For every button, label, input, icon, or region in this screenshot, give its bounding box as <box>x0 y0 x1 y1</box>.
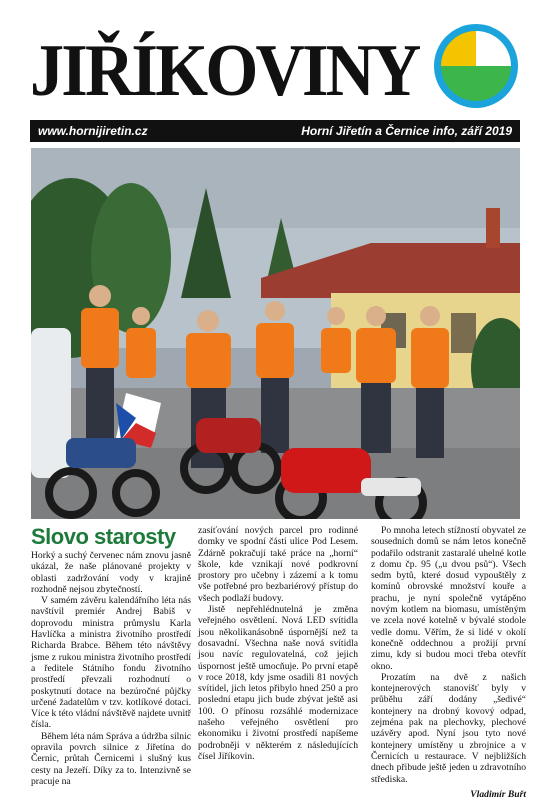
article-headline: Slovo starosty <box>31 524 176 549</box>
group-photo <box>31 148 520 519</box>
clock-pie-logo-icon <box>432 22 520 110</box>
group-photo-motorcycles-icon <box>31 148 520 519</box>
article-paragraph: Během léta nám Správa a údržba silnic opravila povrch silnice z Jiřetína do Černic, průtah Černicemi i slušný kus cesty na Jezeří. Díky za to. Intenzivně se pracuje na <box>31 730 191 787</box>
masthead <box>30 22 520 138</box>
article-column-2 <box>198 525 358 762</box>
website-link[interactable]: www.hornijiretin.cz <box>38 124 148 138</box>
article-paragraph: zasíťování nových parcel pro rodinné domky ve spodní části ulice Pod Lesem. Zdárně pokračují také práce na „horní“ škole, kde vznikají nové podkrovní prostory pro učebny i zázemí a k tomu vše potřebné pro bezbariérový přístup do všech podlaží budovy. <box>198 525 358 604</box>
newsletter-title: JIŘÍKOVINY <box>30 30 419 112</box>
masthead-info-bar <box>30 120 520 142</box>
article-paragraph: V samém závěru kalendářního léta nás navštívil premiér Andrej Babiš v doprovodu ministra průmyslu Karla Havlíčka a ministra životního prostředí Richarda Brabce. Během této návštěvy jsme z rukou ministra životního prostředí a ředitele Státního fondu životního prostředí převzali rozhodnutí o poskytnutí dotace na bezúročné půjčky určené žadatelům v tzv. kotlíkové dotaci. Více k této vládní návštěvě najdete uvnitř čísla. <box>31 595 191 731</box>
author-signature: Vladimír Buřt <box>470 788 526 800</box>
article-paragraph: Prozatím na dvě z našich kontejnerových stanovišť byly v průběhu září dodány „šedivé“ kontejnery na drobný kovový odpad, zejména pak na plechovky, plechové uzávěry apod. Nyní jsou tyto nové kontejnery umístěny u zbrojnice a v Černicích u restaurace. V nejbližších dnech přibude ještě jeden u zdravotního střediska. <box>371 671 526 785</box>
article-column-3 <box>371 525 526 800</box>
article-paragraph: Po mnoha letech stížností obyvatel ze sousedních domů se nám letos konečně podařilo odstranit zastaralé uhelné kotle z domu čp. 95 („u dvou psů“). Všech sedm bytů, které dosud vypouštěly z komínů obrovské množství kouře a prachu, je nyní společně vytápěno novým kotlem na biomasu, umístěným ve zcela nové kotelně v bývalé stodole vedle domu. Věřím, že si lidé v okolí konečně oddechnou a prožijí první zimu, kdy si budou moci třeba otevřít okno. <box>371 525 526 672</box>
article-column-1 <box>31 525 191 787</box>
article-paragraph: Jistě nepřehlédnutelná je změna veřejného osvětlení. Nová LED svítidla jsou několikanásobně úspornější než ta dosavadní. Všechna naše nová svítidla jsou navíc regulovatelná, což jejich úspornost ještě umocňuje. Po první etapě v roce 2018, kdy jsme osadili 81 nových svítidel, jich letos přibylo hned 250 a pro poslední etapu jich bude zbývat ještě asi 100. O přínosu rozsáhlé modernizace našeho veřejného osvětlení pro ekonomiku i životní prostředí napíšeme podrobněji v některém z následujících čísel Jiříkovin. <box>198 604 358 762</box>
article-paragraph: Horký a suchý červenec nám znovu jasně ukázal, že naše plánované projekty v oblasti zadržování vody v krajině rozhodně nejsou zbytečností. <box>31 550 191 595</box>
article <box>31 524 526 800</box>
issue-info: Horní Jiřetín a Černice info, září 2019 <box>301 124 512 138</box>
